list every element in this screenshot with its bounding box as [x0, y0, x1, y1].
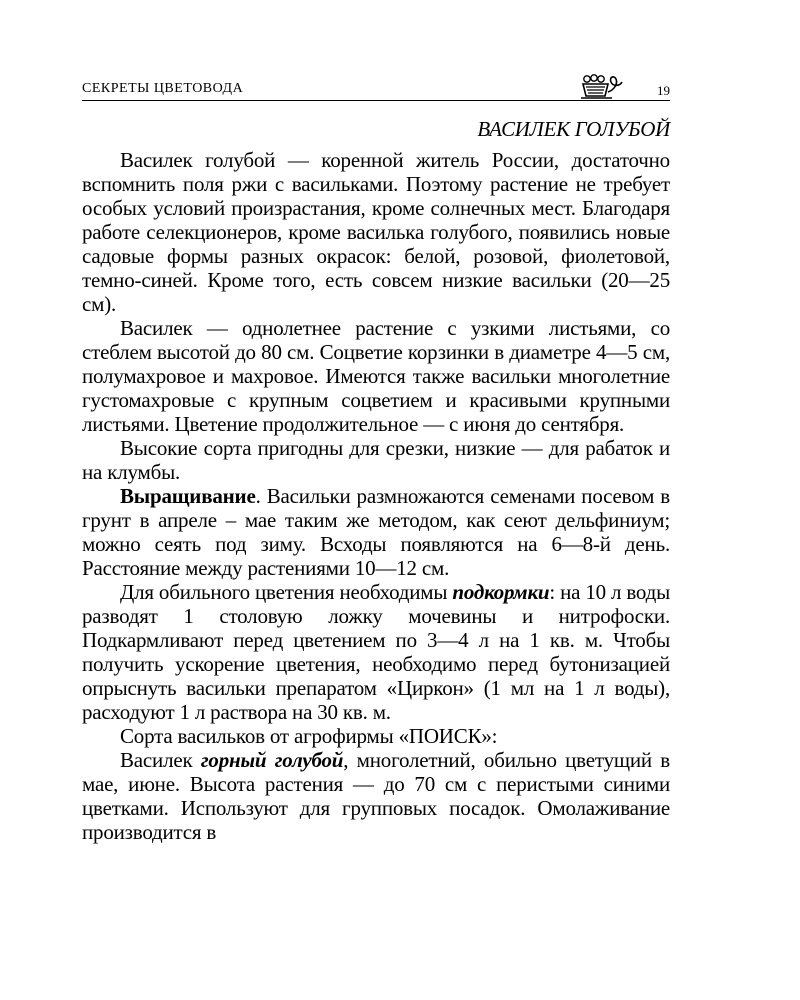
paragraph-text: Для обильного цветения необходимы	[120, 580, 453, 604]
paragraph-text: : на 10 л воды разводят 1 столовую ложку мочевины и нитрофоски. Подкармливают перед цветением по 3—4 л на 1 кв. м. Чтобы получить ускорение цветения, необходимо перед бутонизацией опрыснуть васильки препаратом «Циркон» (1 мл на 1 л воды), расходуют 1 л раствора на 30 кв. м.	[82, 580, 670, 724]
body-text	[82, 148, 670, 844]
paragraph: Василек — однолетнее растение с узкими листьями, со стеблем высотой до 80 см. Соцветие корзинки в диаметре 4—5 см, полумахровое и махровое. Имеются также васильки многолетние густомахровые с крупным соцветием и красивыми крупными листьями. Цветение продолжительное — с июня до сентября.	[82, 316, 670, 436]
paragraph-text: . Васильки размножаются семенами посевом в грунт в апреле – мае таким же методом, как сеют дельфиниум; можно сеять под зиму. Всходы появляются на 6—8-й день. Расстояние между растениями 10—12 см.	[82, 484, 670, 580]
flower-pot-icon	[578, 74, 624, 100]
running-title: СЕКРЕТЫ ЦВЕТОВОДА	[82, 81, 244, 96]
emphasis-term: горный голубой	[200, 748, 344, 772]
paragraph	[82, 580, 670, 724]
paragraph: Сорта васильков от агрофирмы «ПОИСК»:	[120, 724, 498, 748]
section-title: ВАСИЛЕК ГОЛУБОЙ	[477, 117, 670, 141]
paragraph: Василек голубой — коренной житель России, достаточно вспомнить поля ржи с васильками. Поэтому растение не требует особых условий произрастания, кроме солнечных мест. Благодаря работе селекционеров, кроме василька голубого, появились новые садовые формы разных окрасок: белой, розовой, фиолетовой, темно-синей. Кроме того, есть совсем низкие васильки (20—25 см).	[82, 148, 670, 316]
emphasis-term: подкормки	[452, 580, 550, 604]
paragraph: Высокие сорта пригодны для срезки, низкие — для рабаток и на клумбы.	[82, 436, 670, 484]
paragraph	[82, 484, 670, 580]
bold-lead: Выращивание	[120, 484, 256, 508]
running-header	[82, 78, 670, 101]
page-number: 19	[657, 83, 670, 98]
paragraph-text: , многолетний, обильно цветущий в мае, июне. Высота растения — до 70 см с перистыми синими цветками. Используют для групповых посадок. Омолаживание производится в	[82, 748, 671, 844]
book-page	[82, 78, 670, 844]
paragraph-text: Василек	[120, 748, 201, 772]
paragraph	[82, 748, 670, 844]
